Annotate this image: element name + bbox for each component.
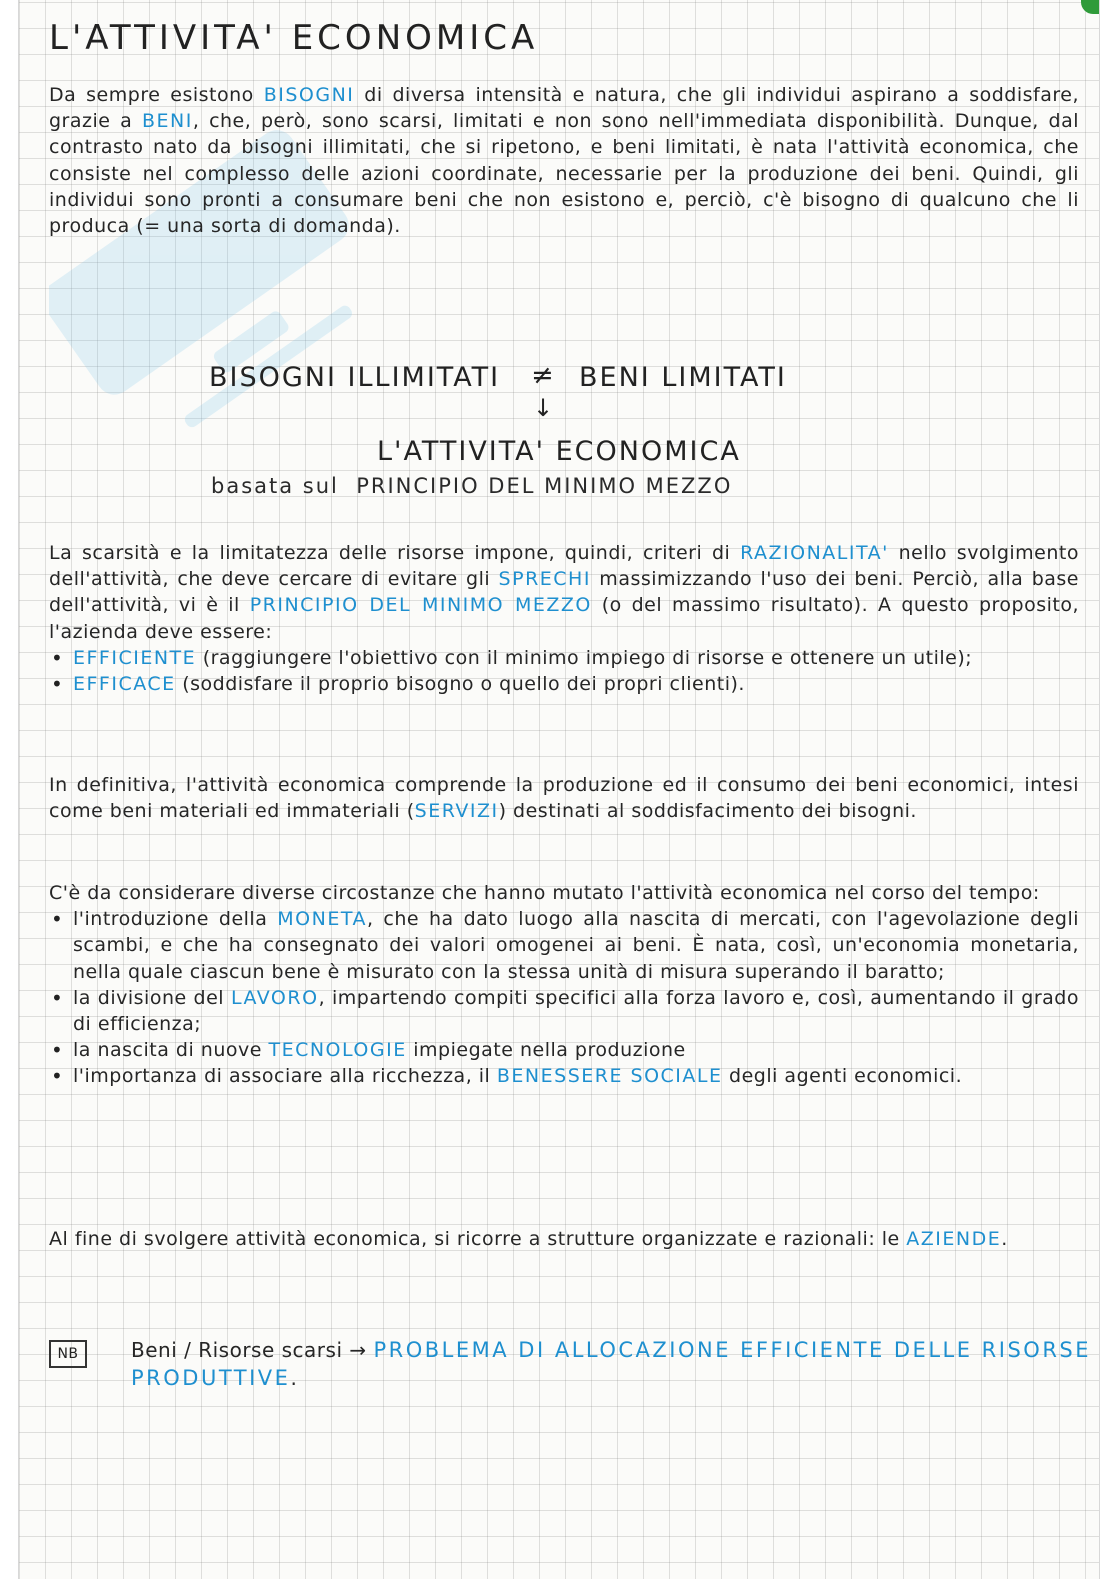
diagram-arrow: ↓ [533, 394, 554, 422]
list-item: • la divisione del LAVORO, impartendo compiti specifici alla forza lavoro e, così, aumentando il grado di efficienza; [49, 985, 1079, 1037]
list-item: • EFFICACE (soddisfare il proprio bisogno o quello dei propri clienti). [49, 671, 1079, 697]
list-item: • l'importanza di associare alla ricchezza, il BENESSERE SOCIALE degli agenti economici. [49, 1063, 1079, 1089]
rationality-paragraph: La scarsità e la limitatezza delle risorse impone, quindi, criteri di RAZIONALITA' nello svolgimento dell'attività, che deve cercare di evitare gli SPRECHI massimizzando l'uso dei beni. Perciò, alla base dell'attività, vi è il PRINCIPIO DEL MINIMO MEZZO (o del massimo risultato). A questo proposito, l'azienda deve essere: • EFFICIENTE (raggiungere l'obiettivo con il minimo impiego di risorse e ottenere un utile); • EFFICACE (soddisfare il proprio bisogno o quello dei propri clienti). [49, 540, 1079, 697]
diagram-result: L'ATTIVITA' ECONOMICA [377, 436, 741, 467]
circumstances-list [49, 906, 1079, 1089]
keyword-tecnologie: TECNOLOGIE [268, 1039, 407, 1062]
list-item: • la nascita di nuove TECNOLOGIE impiegate nella produzione [49, 1037, 1079, 1063]
circumstances-paragraph: C'è da considerare diverse circostanze che hanno mutato l'attività economica nel corso del tempo: • l'introduzione della MONETA, che ha dato luogo alla nascita di mercati, con l'agevolazione degli scambi, e che ha consegnato dei valori omogenei ai beni. È nata, così, un'economia monetaria, nella quale ciascun bene è misurato con la stessa unità di misura superando il baratto; • la divisione del LAVORO, impartendo compiti specifici alla forza lavoro e, così, aumentando il grado di efficienza; • la nascita di nuove TECNOLOGIE impiegate nella produzione • l'importanza di associare alla ricchezza, il BENESSERE SOCIALE degli agenti economici. [49, 880, 1079, 1090]
nb-box: NB [49, 1340, 87, 1368]
nb-note: Beni / Risorse scarsi → PROBLEMA DI ALLOCAZIONE EFFICIENTE DELLE RISORSE PRODUTTIVE. [131, 1338, 1092, 1390]
efficiency-list [49, 645, 1079, 697]
diagram-left: BISOGNI ILLIMITATI [209, 362, 501, 393]
keyword-bisogni: BISOGNI [263, 84, 355, 106]
keyword-allocation-problem: PROBLEMA DI ALLOCAZIONE EFFICIENTE DELLE RISORSE PRODUTTIVE [131, 1338, 1092, 1390]
keyword-lavoro: LAVORO [230, 986, 319, 1009]
keyword-razionalita: RAZIONALITA' [740, 542, 889, 564]
diagram-right: BENI LIMITATI [579, 362, 787, 393]
keyword-beni: BENI [141, 110, 193, 133]
list-item: • EFFICIENTE (raggiungere l'obiettivo con il minimo impiego di risorse e ottenere un utile); [49, 645, 1079, 671]
list-item: • l'introduzione della MONETA, che ha dato luogo alla nascita di mercati, con l'agevolazione degli scambi, e che ha consegnato dei valori omogenei ai beni. È nata, così, un'economia monetaria, nella quale ciascun bene è misurato con la stessa unità di misura superando il baratto; [49, 906, 1079, 985]
notebook-page [18, 0, 1100, 1579]
keyword-principio: PRINCIPIO DEL MINIMO MEZZO [249, 594, 592, 617]
diagram-subtitle: basata sul PRINCIPIO DEL MINIMO MEZZO [211, 474, 733, 498]
corner-tab [1081, 0, 1099, 14]
page-title: L'ATTIVITA' ECONOMICA [49, 18, 539, 58]
companies-paragraph: Al fine di svolgere attività economica, si ricorre a strutture organizzate e razionali: le AZIENDE. [49, 1228, 1008, 1250]
intro-paragraph: Da sempre esistono BISOGNI di diversa intensità e natura, che gli individui aspirano a soddisfare, grazie a BENI, che, però, sono scarsi, limitati e non sono nell'immediata disponibilità. Dunque, dal contrasto nato da bisogni illimitati, che si ripetono, e beni limitati, è nata l'attività economica, che consiste nel complesso delle azioni coordinate, necessarie per la produzione dei beni. Quindi, gli individui sono pronti a consumare beni che non esistono e, perciò, c'è bisogno di qualcuno che li produca (= una sorta di domanda). [49, 84, 1080, 238]
keyword-sprechi: SPRECHI [498, 568, 591, 591]
keyword-benessere-sociale: BENESSERE SOCIALE [496, 1065, 723, 1088]
definition-paragraph: In definitiva, l'attività economica comprende la produzione ed il consumo dei beni economici, intesi come beni materiali ed immateriali (SERVIZI) destinati al soddisfacimento dei bisogni. [49, 774, 1079, 823]
keyword-moneta: MONETA [277, 908, 367, 931]
diagram-neq-symbol: ≠ [531, 360, 556, 391]
keyword-servizi: SERVIZI [414, 800, 499, 823]
keyword-aziende: AZIENDE [906, 1228, 1002, 1250]
